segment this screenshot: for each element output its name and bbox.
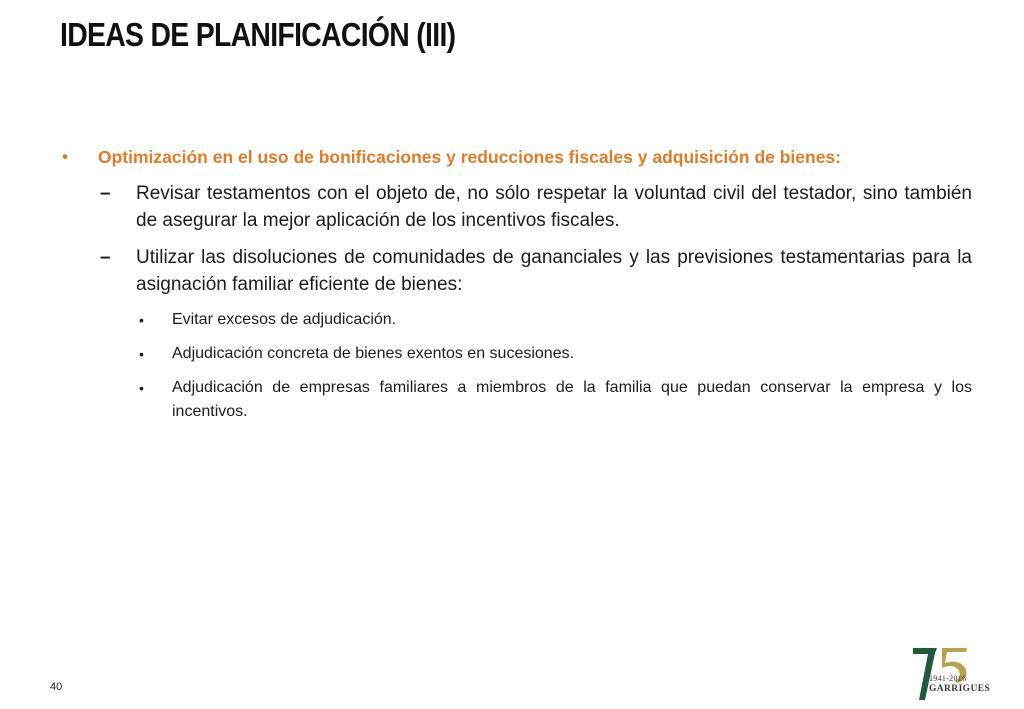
sub-sub-item: [60, 308, 972, 332]
sub-item: [60, 180, 972, 234]
bullet-marker: •: [62, 147, 68, 166]
bullet-marker: •: [139, 346, 144, 362]
sub-item-text: Utilizar las disoluciones de comunidades de gananciales y las previsiones testamentarias para la asignación familiar eficiente de bienes:: [136, 247, 972, 295]
dash-marker: –: [100, 183, 111, 204]
bullet-marker: •: [139, 312, 144, 328]
sub-sub-item-text: Adjudicación de empresas familiares a miembros de la familia que puedan conservar la empresa y los incentivos.: [172, 379, 972, 420]
bullet-text: Optimización en el uso de bonificaciones y reducciones fiscales y adquisición de bienes:: [98, 147, 841, 167]
logo-brand: GARRIGUES: [929, 684, 991, 694]
slide-title: IDEAS DE PLANIFICACIÓN (III): [60, 16, 456, 53]
page-number: 40: [50, 681, 63, 693]
dash-marker: –: [100, 247, 111, 268]
garrigues-75-logo: [911, 646, 991, 702]
slide-content: [60, 144, 972, 424]
bullet-item: [60, 144, 972, 170]
sub-item-text: Revisar testamentos con el objeto de, no sólo respetar la voluntad civil del testador, sino también de asegurar la mejor aplicación de los incentivos fiscales.: [136, 183, 972, 231]
sub-item: [60, 244, 972, 298]
sub-sub-item-text: Evitar excesos de adjudicación.: [172, 311, 397, 328]
sub-sub-item: [60, 376, 972, 424]
sub-sub-item-text: Adjudicación concreta de bienes exentos en sucesiones.: [172, 345, 575, 362]
bullet-marker: •: [139, 380, 144, 396]
sub-sub-item: [60, 342, 972, 366]
logo-years: 1941-2016: [929, 674, 967, 683]
